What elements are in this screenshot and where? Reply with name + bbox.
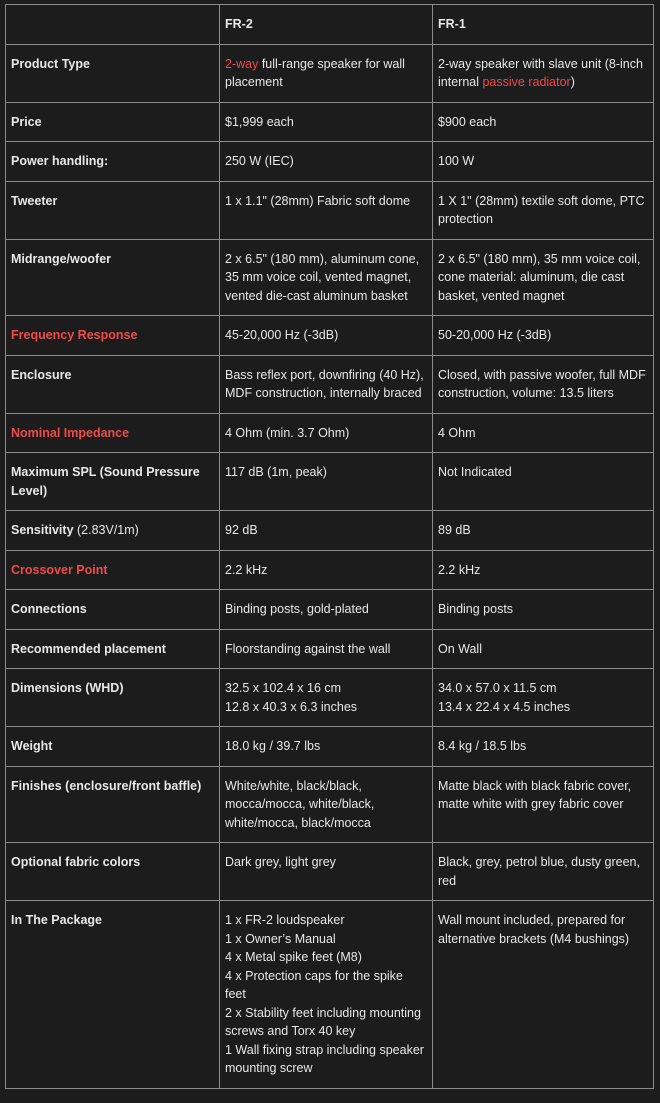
fr1-crossover-point: 2.2 kHz	[433, 550, 654, 590]
row-midrange-woofer	[6, 239, 654, 316]
row-in-the-package	[6, 901, 654, 1089]
fr2-power-handling: 250 W (IEC)	[220, 142, 433, 182]
package-item: 4 x Metal spike feet (M8)	[225, 950, 362, 964]
package-item: 1 x Owner’s Manual	[225, 931, 336, 946]
fr2-nominal-impedance: 4 Ohm (min. 3.7 Ohm)	[220, 413, 433, 453]
row-recommended-placement	[6, 629, 654, 669]
link-frequency-response[interactable]: Frequency Response	[6, 316, 220, 356]
comparison-table	[5, 4, 654, 1089]
fr2-maximum-spl: 117 dB (1m, peak)	[220, 453, 433, 511]
fr2-weight: 18.0 kg / 39.7 lbs	[220, 727, 433, 767]
header-fr2: FR-2	[220, 5, 433, 45]
fr2-price: $1,999 each	[220, 102, 433, 142]
package-item: 4 x Protection caps for the spike feet	[225, 968, 403, 1001]
row-dimensions	[6, 669, 654, 727]
label-finishes: Finishes (enclosure/front baffle)	[6, 766, 220, 843]
fr1-price: $900 each	[433, 102, 654, 142]
package-item: 1 x FR-2 loudspeaker	[225, 913, 345, 927]
row-enclosure	[6, 355, 654, 413]
fr2-in-the-package	[220, 901, 433, 1089]
label-dimensions: Dimensions (WHD)	[6, 669, 220, 727]
fr2-product-type-text: full-range speaker for wall placement	[225, 56, 405, 89]
fr2-finishes: White/white, black/black, mocca/mocca, white/black, white/mocca, black/mocca	[220, 766, 433, 843]
fr2-connections: Binding posts, gold-plated	[220, 590, 433, 630]
fr2-optional-fabric-colors: Dark grey, light grey	[220, 843, 433, 901]
fr2-midrange-woofer: 2 x 6.5" (180 mm), aluminum cone, 35 mm voice coil, vented magnet, vented die-cast aluminum basket	[220, 239, 433, 316]
fr1-tweeter: 1 X 1" (28mm) textile soft dome, PTC protection	[433, 181, 654, 239]
fr1-dimensions	[433, 669, 654, 727]
label-recommended-placement: Recommended placement	[6, 629, 220, 669]
label-sensitivity-bold: Sensitivity	[11, 523, 74, 537]
fr1-product-type-post: )	[570, 75, 575, 89]
header-blank	[6, 5, 220, 45]
fr2-dimensions-inches: 12.8 x 40.3 x 6.3 inches	[225, 699, 358, 714]
row-crossover-point	[6, 550, 654, 590]
fr1-weight: 8.4 kg / 18.5 lbs	[433, 727, 654, 767]
link-nominal-impedance[interactable]: Nominal Impedance	[6, 413, 220, 453]
label-power-handling: Power handling:	[6, 142, 220, 182]
fr1-connections: Binding posts	[433, 590, 654, 630]
fr1-finishes: Matte black with black fabric cover, matte white with grey fabric cover	[433, 766, 654, 843]
label-tweeter: Tweeter	[6, 181, 220, 239]
fr1-product-type	[433, 44, 654, 102]
fr2-dimensions	[220, 669, 433, 727]
row-price	[6, 102, 654, 142]
package-item: 2 x Stability feet including mounting screws and Torx 40 key	[225, 1005, 421, 1038]
fr2-sensitivity: 92 dB	[220, 511, 433, 551]
label-midrange-woofer: Midrange/woofer	[6, 239, 220, 316]
package-item: 1 Wall fixing strap including speaker mounting screw	[225, 1042, 424, 1075]
row-frequency-response	[6, 316, 654, 356]
fr1-dimensions-inches: 13.4 x 22.4 x 4.5 inches	[438, 699, 571, 714]
fr2-crossover-point: 2.2 kHz	[220, 550, 433, 590]
fr2-frequency-response: 45-20,000 Hz (-3dB)	[220, 316, 433, 356]
fr1-maximum-spl: Not Indicated	[433, 453, 654, 511]
row-maximum-spl	[6, 453, 654, 511]
fr1-in-the-package: Wall mount included, prepared for alternative brackets (M4 bushings)	[433, 901, 654, 1089]
label-enclosure: Enclosure	[6, 355, 220, 413]
row-finishes	[6, 766, 654, 843]
link-passive-radiator[interactable]: passive radiator	[482, 75, 571, 89]
fr1-optional-fabric-colors: Black, grey, petrol blue, dusty green, red	[433, 843, 654, 901]
label-sensitivity	[6, 511, 220, 551]
fr2-product-type	[220, 44, 433, 102]
label-maximum-spl: Maximum SPL (Sound Pressure Level)	[6, 453, 220, 511]
label-price: Price	[6, 102, 220, 142]
row-weight	[6, 727, 654, 767]
fr2-tweeter: 1 x 1.1" (28mm) Fabric soft dome	[220, 181, 433, 239]
label-optional-fabric-colors: Optional fabric colors	[6, 843, 220, 901]
fr2-dimensions-cm: 32.5 x 102.4 x 16 cm	[225, 681, 342, 695]
fr2-recommended-placement: Floorstanding against the wall	[220, 629, 433, 669]
link-2-way[interactable]: 2-way	[225, 56, 259, 71]
label-weight: Weight	[6, 727, 220, 767]
row-connections	[6, 590, 654, 630]
label-in-the-package: In The Package	[6, 901, 220, 1089]
fr1-recommended-placement: On Wall	[433, 629, 654, 669]
fr1-frequency-response: 50-20,000 Hz (-3dB)	[433, 316, 654, 356]
fr1-nominal-impedance: 4 Ohm	[433, 413, 654, 453]
fr1-midrange-woofer: 2 x 6.5" (180 mm), 35 mm voice coil, cone material: aluminum, die cast basket, vented magnet	[433, 239, 654, 316]
row-sensitivity	[6, 511, 654, 551]
row-nominal-impedance	[6, 413, 654, 453]
fr1-dimensions-cm: 34.0 x 57.0 x 11.5 cm	[438, 681, 557, 695]
header-row	[6, 5, 654, 45]
header-fr1: FR-1	[433, 5, 654, 45]
fr1-power-handling: 100 W	[433, 142, 654, 182]
label-product-type: Product Type	[6, 44, 220, 102]
row-tweeter	[6, 181, 654, 239]
row-power-handling	[6, 142, 654, 182]
link-crossover-point[interactable]: Crossover Point	[6, 550, 220, 590]
row-product-type	[6, 44, 654, 102]
label-sensitivity-detail: (2.83V/1m)	[73, 523, 139, 537]
label-connections: Connections	[6, 590, 220, 630]
fr2-enclosure: Bass reflex port, downfiring (40 Hz), MDF construction, internally braced	[220, 355, 433, 413]
row-optional-fabric-colors	[6, 843, 654, 901]
fr1-enclosure: Closed, with passive woofer, full MDF construction, volume: 13.5 liters	[433, 355, 654, 413]
fr1-product-type-pre: 2-way speaker with slave unit (8-inch internal	[438, 56, 643, 89]
fr1-sensitivity: 89 dB	[433, 511, 654, 551]
